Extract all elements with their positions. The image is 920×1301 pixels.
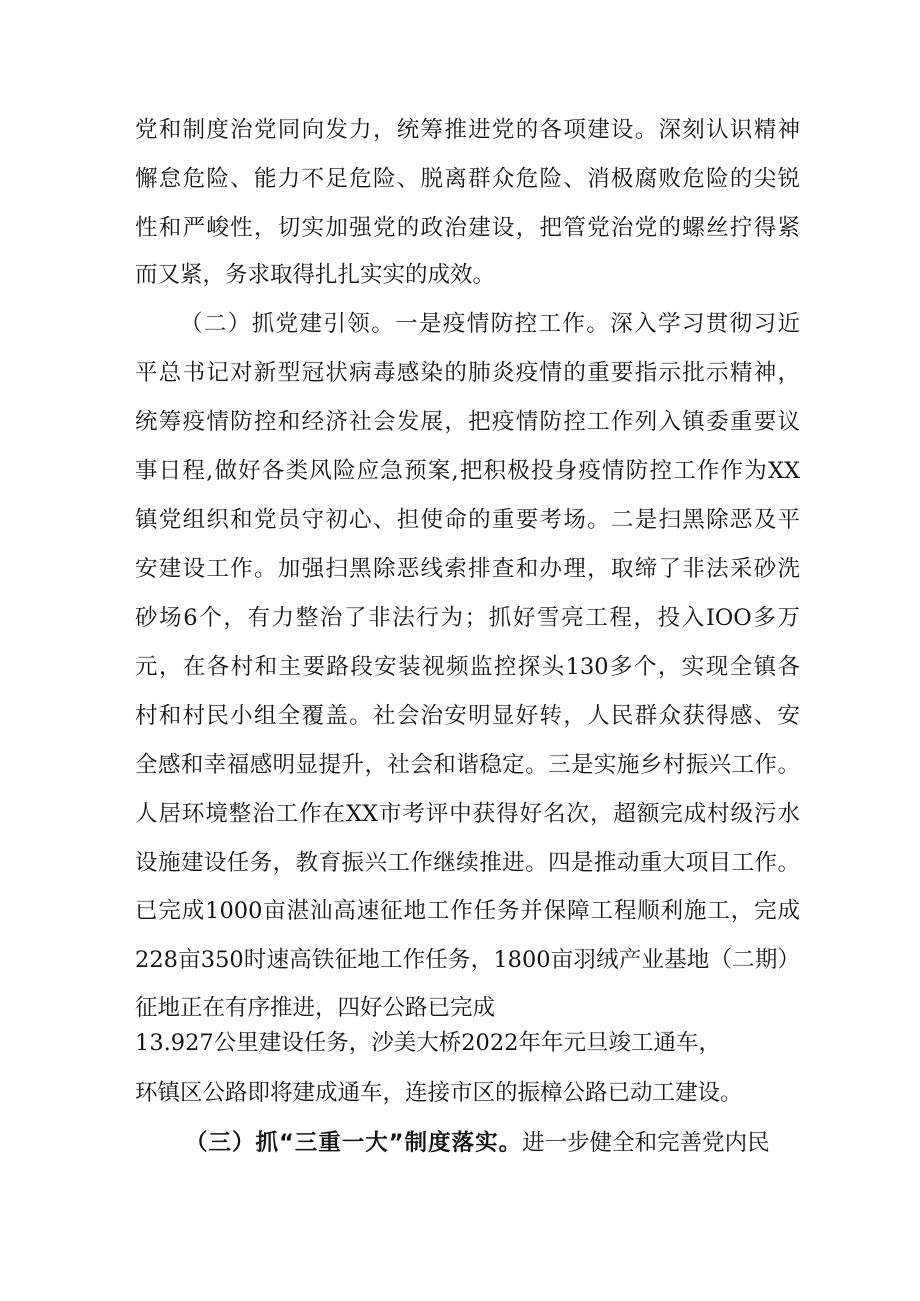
section-2-line-4: 事日程,做好各类风险应急预案,把积极投身疫情防控工作作为XX [135, 458, 800, 484]
section-3-heading-line [185, 1125, 800, 1161]
section-2-line-5: 镇党组织和党员守初心、担使命的重要考场。二是扫黑除恶及平 [135, 507, 800, 533]
section-2-line-3: 统筹疫情防控和经济社会发展，把疫情防控工作列入镇委重要议 [135, 409, 800, 435]
section-2-line-17: 环镇区公路即将建成通车，连接市区的振樟公路已动工建设。 [135, 1080, 743, 1106]
section-2-line-16: 13.927公里建设任务，沙美大桥2022年年元旦竣工通车， [135, 1030, 721, 1056]
section-2-line-12: 设施建设任务，教育振兴工作继续推进。四是推动重大项目工作。 [135, 850, 800, 876]
section-2-line-13: 已完成1000亩湛汕高速征地工作任务并保障工程顺利施工，完成 [135, 898, 800, 924]
paragraph-1-line-1: 党和制度治党同向发力，统筹推进党的各项建设。深刻认识精神 [135, 117, 800, 143]
section-3-heading: （三）抓“三重一大”制度落实。 [185, 1130, 523, 1156]
section-2-line-10: 全感和幸福感明显提升，社会和谐稳定。三是实施乡村振兴工作。 [135, 752, 800, 778]
section-3-text: 进一步健全和完善党内民 [522, 1130, 770, 1156]
section-2-line-9: 村和村民小组全覆盖。社会治安明显好转，人民群众获得感、安 [135, 703, 800, 729]
paragraph-1-line-2: 懈怠危险、能力不足危险、脱离群众危险、消极腐败危险的尖锐 [135, 166, 800, 192]
section-2-line-7: 砂场6个，有力整治了非法行为；抓好雪亮工程，投入IOO多万 [135, 605, 800, 631]
section-2-line-11: 人居环境整治工作在XX市考评中获得好名次，超额完成村级污水 [135, 801, 800, 827]
paragraph-1-line-3: 性和严峻性，切实加强党的政治建设，把管党治党的螺丝拧得紧 [135, 215, 800, 241]
section-2-line-2: 平总书记对新型冠状病毒感染的肺炎疫情的重要指示批示精神， [135, 360, 800, 386]
section-2-line-1: （二）抓党建引领。一是疫情防控工作。深入学习贯彻习近 [180, 311, 800, 337]
section-2-line-15: 征地正在有序推进，四好公路已完成 [135, 995, 496, 1021]
section-2-line-8: 元，在各村和主要路段安装视频监控探头130多个，实现全镇各 [135, 654, 800, 680]
section-2-line-14: 228亩350时速高铁征地工作任务，1800亩羽绒产业基地（二期） [135, 947, 800, 973]
paragraph-1-line-4: 而又紧，务求取得扎扎实实的成效。 [135, 262, 496, 288]
section-2-line-6: 安建设工作。加强扫黑除恶线索排查和办理，取缔了非法采砂洗 [135, 556, 800, 582]
